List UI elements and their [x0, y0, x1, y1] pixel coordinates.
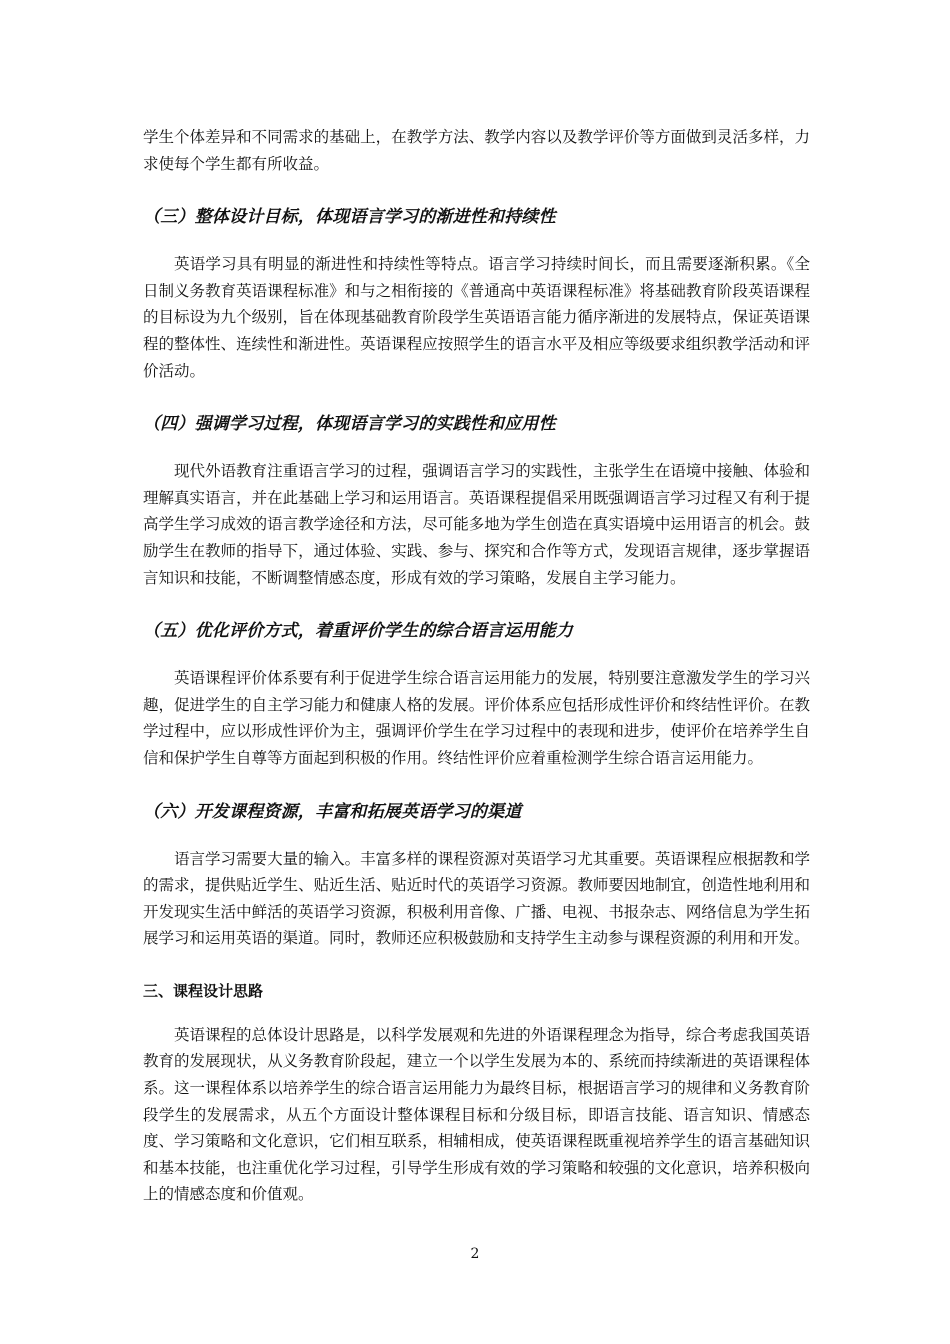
section-paragraph: 英语学习具有明显的渐进性和持续性等特点。语言学习持续时间长，而且需要逐渐积累。《全日制义务教育英语课程标准》和与之相衔接的《普通高中英语课程标准》将基础教育阶段英语课程的目标设为九个级别，旨在体现基础教育阶段学生英语语言能力循序渐进的发展特点，保证英语课程的整体性、连续性和渐进性。英语课程应按照学生的语言水平及相应等级要求组织教学活动和评价活动。: [143, 255, 810, 380]
section-5: [143, 619, 810, 771]
section-heading: （五）优化评价方式，着重评价学生的综合语言运用能力: [143, 621, 573, 642]
section-paragraph: 现代外语教育注重语言学习的过程，强调语言学习的实践性，主张学生在语境中接触、体验和理解真实语言，并在此基础上学习和运用语言。英语课程提倡采用既强调语言学习过程又有利于提高学生学习成效的语言教学途径和方法，尽可能多地为学生创造在真实语境中运用语言的机会。鼓励学生在教师的指导下，通过体验、实践、参与、探究和合作等方式，发现语言规律，逐步掌握语言知识和技能，不断调整情感态度，形成有效的学习策略，发展自主学习能力。: [143, 462, 810, 587]
section-paragraph: 语言学习需要大量的输入。丰富多样的课程资源对英语学习尤其重要。英语课程应根据教和学的需求，提供贴近学生、贴近生活、贴近时代的英语学习资源。教师要因地制宜，创造性地利用和开发现实生活中鲜活的英语学习资源，积极利用音像、广播、电视、书报杂志、网络信息为学生拓展学习和运用英语的渠道。同时，教师还应积极鼓励和支持学生主动参与课程资源的利用和开发。: [143, 849, 810, 948]
section-3: [143, 205, 810, 384]
section-heading: （六）开发课程资源，丰富和拓展英语学习的渠道: [143, 801, 522, 822]
part-paragraph: 英语课程的总体设计思路是，以科学发展观和先进的外语课程理念为指导，综合考虑我国英语教育的发展现状，从义务教育阶段起，建立一个以学生发展为本的、系统而持续渐进的英语课程体系。这一课程体系以培养学生的综合语言运用能力为最终目标，根据语言学习的规律和义务教育阶段学生的发展需求，从五个方面设计整体课程目标和分级目标，即语言技能、语言知识、情感态度、学习策略和文化意识，它们相互联系，相辅相成，使英语课程既重视培养学生的语言基础知识和基本技能，也注重优化学习过程，引导学生形成有效的学习策略和较强的文化意识，培养积极向上的情感态度和价值观。: [143, 1025, 810, 1204]
section-paragraph: 英语课程评价体系要有利于促进学生综合语言运用能力的发展，特别要注意激发学生的学习兴趣，促进学生的自主学习能力和健康人格的发展。评价体系应包括形成性评价和终结性评价。在教学过程中，应以形成性评价为主，强调评价学生在学习过程中的表现和进步，使评价在培养学生自信和保护学生自尊等方面起到积极的作用。终结性评价应着重检测学生综合语言运用能力。: [143, 669, 810, 767]
section-heading: （四）强调学习过程，体现语言学习的实践性和应用性: [143, 414, 556, 435]
part-three: [143, 980, 810, 1208]
part-heading: 三、课程设计思路: [143, 981, 264, 1000]
section-heading: （三）整体设计目标，体现语言学习的渐进性和持续性: [143, 207, 556, 228]
page-content: [143, 124, 810, 1208]
section-6: [143, 800, 810, 952]
page-number: 2: [470, 1246, 480, 1262]
section-4: [143, 412, 810, 591]
continuation-paragraph: 学生个体差异和不同需求的基础上，在教学方法、教学内容以及教学评价等方面做到灵活多样，力求使每个学生都有所收益。: [143, 128, 810, 173]
